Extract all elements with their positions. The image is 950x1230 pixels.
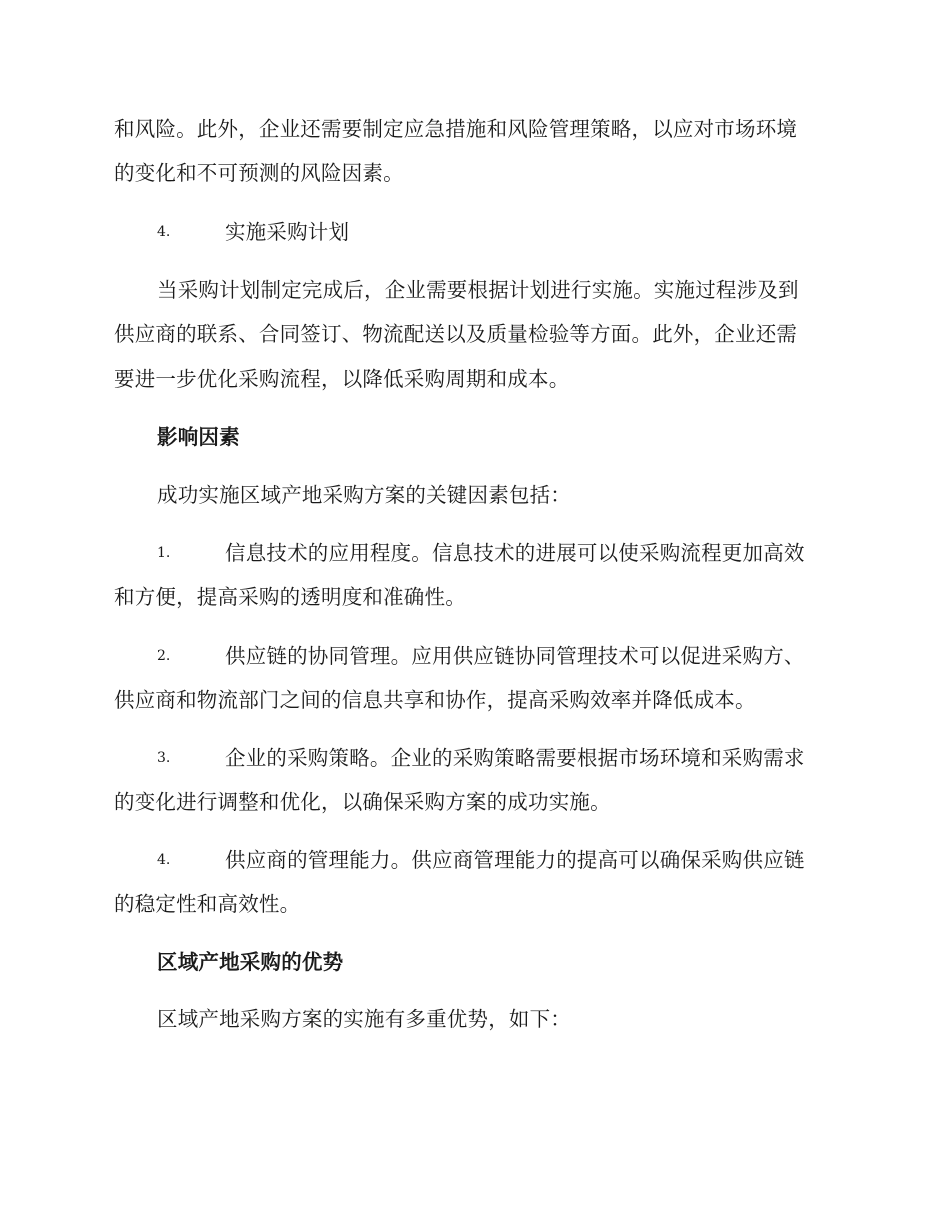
list-item-text: 信息技术的应用程度。信息技术的进展可以使采购流程更加高效	[225, 541, 805, 565]
list-item-text: 供应链的协同管理。应用供应链协同管理技术可以促进采购方、	[225, 644, 805, 668]
paragraph-line: 供应商的联系、合同签订、物流配送以及质量检验等方面。此外，企业还需	[114, 322, 798, 346]
list-number: 3.	[157, 750, 171, 766]
section-intro: 成功实施区域产地采购方案的关键因素包括：	[157, 483, 571, 507]
paragraph-line: 要进一步优化采购流程，以降低采购周期和成本。	[114, 367, 570, 391]
list-item-text: 和方便，提高采购的透明度和准确性。	[114, 585, 466, 609]
list-number: 2.	[157, 648, 171, 664]
section-heading: 影响因素	[157, 425, 240, 449]
list-item-text: 的变化进行调整和优化，以确保采购方案的成功实施。	[114, 790, 611, 814]
paragraph-line: 的变化和不可预测的风险因素。	[114, 161, 404, 185]
list-number: 4.	[157, 852, 171, 868]
list-item-text: 企业的采购策略。企业的采购策略需要根据市场环境和采购需求	[225, 746, 805, 770]
list-item-text: 供应商和物流部门之间的信息共享和协作，提高采购效率并降低成本。	[114, 688, 756, 712]
paragraph-line: 当采购计划制定完成后，企业需要根据计划进行实施。实施过程涉及到	[157, 278, 799, 302]
section-intro: 区域产地采购方案的实施有多重优势，如下：	[157, 1007, 571, 1031]
step-title: 实施采购计划	[225, 220, 350, 244]
list-item-text: 供应商的管理能力。供应商管理能力的提高可以确保采购供应链	[225, 848, 805, 872]
section-heading: 区域产地采购的优势	[157, 950, 344, 974]
paragraph-line: 和风险。此外，企业还需要制定应急措施和风险管理策略，以应对市场环境	[114, 117, 798, 141]
list-number: 1.	[157, 545, 171, 561]
list-item-text: 的稳定性和高效性。	[114, 892, 301, 916]
list-number: 4.	[157, 224, 171, 240]
